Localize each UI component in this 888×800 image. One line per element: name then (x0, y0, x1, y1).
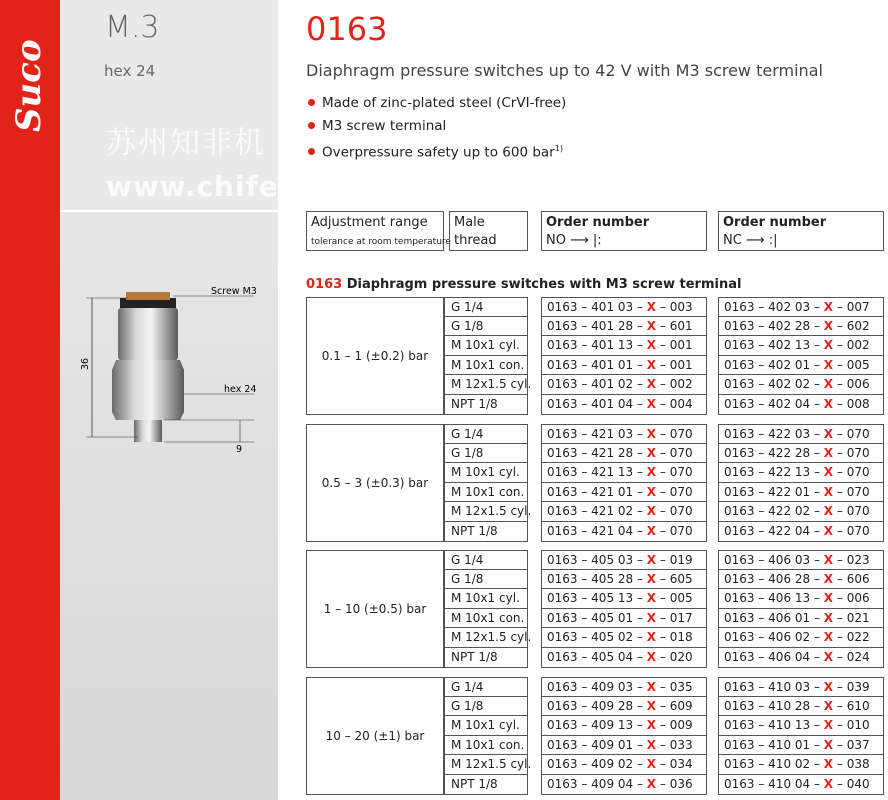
thread-cell: G 1/4 (444, 424, 528, 444)
header-order-no: Order number NO ⟶ |: (541, 211, 707, 251)
variant-placeholder: X (823, 718, 834, 733)
pressure-range-group (306, 677, 886, 795)
feature-item: Overpressure safety up to 600 bar$^{1)}$ (308, 139, 566, 162)
thread-column (444, 297, 532, 415)
thread-cell: M 12x1.5 cyl. (444, 375, 528, 395)
order-number-cell: 0163 – 409 01 – X – 033 (541, 736, 707, 756)
order-number-column-no (541, 677, 707, 795)
thread-cell: M 10x1 cyl. (444, 589, 528, 609)
thread-dimension-label: 9 (236, 444, 243, 455)
range-cell: 0.1 – 1 (±0.2) bar (306, 297, 444, 415)
order-number-cell: 0163 – 409 04 – X – 036 (541, 775, 707, 795)
variant-placeholder: X (646, 357, 657, 372)
order-number-column-nc (718, 550, 884, 668)
thread-cell: G 1/8 (444, 444, 528, 464)
thread-cell: G 1/4 (444, 297, 528, 317)
order-number-cell: 0163 – 422 04 – X – 070 (718, 522, 884, 542)
variant-placeholder: X (823, 523, 834, 538)
order-number-column-no (541, 550, 707, 668)
watermark-url: www.chifee.com (106, 170, 379, 203)
thread-cell: M 10x1 cyl. (444, 336, 528, 356)
thread-cell: M 10x1 con. (444, 356, 528, 376)
thread-column (444, 677, 532, 795)
order-number-column-nc (718, 424, 884, 542)
thread-column (444, 550, 532, 668)
feature-item: Made of zinc-plated steel (CrVI-free) (308, 93, 566, 116)
thread-cell: M 10x1 cyl. (444, 716, 528, 736)
switch-body (118, 308, 178, 360)
order-number-cell: 0163 – 410 04 – X – 040 (718, 775, 884, 795)
thread-cell: G 1/4 (444, 550, 528, 570)
order-number-cell: 0163 – 406 13 – X – 006 (718, 589, 884, 609)
order-number-cell: 0163 – 421 01 – X – 070 (541, 483, 707, 503)
variant-placeholder: X (646, 610, 657, 625)
variant-placeholder: X (646, 718, 657, 733)
variant-placeholder: X (646, 591, 657, 606)
hex-dimension-label: hex 24 (224, 384, 257, 395)
order-number-cell: 0163 – 402 13 – X – 002 (718, 336, 884, 356)
variant-placeholder: X (823, 649, 834, 664)
thread-cell: M 12x1.5 cyl. (444, 628, 528, 648)
variant-placeholder: X (646, 484, 657, 499)
variant-placeholder: X (823, 318, 834, 333)
order-number-cell: 0163 – 402 03 – X – 007 (718, 297, 884, 317)
height-dimension-label: 36 (80, 357, 91, 370)
order-number-cell: 0163 – 421 13 – X – 070 (541, 463, 707, 483)
range-cell: 1 – 10 (±0.5) bar (306, 550, 444, 668)
variant-placeholder: X (646, 680, 657, 694)
range-cell: 0.5 – 3 (±0.3) bar (306, 424, 444, 542)
order-number-cell: 0163 – 405 04 – X – 020 (541, 648, 707, 668)
variant-placeholder: X (823, 300, 834, 314)
variant-placeholder: X (646, 445, 657, 460)
variant-placeholder: X (823, 504, 834, 519)
thread-cell: G 1/8 (444, 570, 528, 590)
order-number-cell: 0163 – 401 02 – X – 002 (541, 375, 707, 395)
order-number-cell: 0163 – 422 03 – X – 070 (718, 424, 884, 444)
order-number-cell: 0163 – 405 01 – X – 017 (541, 609, 707, 629)
variant-placeholder: X (823, 338, 834, 353)
suco-logo (6, 28, 54, 138)
order-number-cell: 0163 – 401 13 – X – 001 (541, 336, 707, 356)
thread-cell: NPT 1/8 (444, 648, 528, 668)
order-number-cell: 0163 – 402 01 – X – 005 (718, 356, 884, 376)
order-number-cell: 0163 – 402 04 – X – 008 (718, 395, 884, 415)
order-number-cell: 0163 – 406 01 – X – 021 (718, 609, 884, 629)
order-number-cell: 0163 – 409 13 – X – 009 (541, 716, 707, 736)
variant-placeholder: X (823, 591, 834, 606)
header-order-nc: Order number NC ⟶ :| (718, 211, 884, 251)
order-number-cell: 0163 – 402 28 – X – 602 (718, 317, 884, 337)
order-number-cell: 0163 – 422 01 – X – 070 (718, 483, 884, 503)
pressure-range-group (306, 424, 886, 542)
thread-cell: M 10x1 con. (444, 736, 528, 756)
order-number-cell: 0163 – 405 28 – X – 605 (541, 570, 707, 590)
watermark-chinese: 苏州知非机 (106, 126, 266, 161)
thread-cell: M 10x1 con. (444, 483, 528, 503)
screw-terminal (126, 292, 170, 300)
variant-placeholder: X (823, 571, 834, 586)
range-cell: 10 – 20 (±1) bar (306, 677, 444, 795)
order-number-cell: 0163 – 409 28 – X – 609 (541, 697, 707, 717)
order-number-cell: 0163 – 402 02 – X – 006 (718, 375, 884, 395)
variant-placeholder: X (646, 504, 657, 519)
thread-cell: G 1/8 (444, 317, 528, 337)
variant-placeholder: X (646, 318, 657, 333)
order-number-cell: 0163 – 421 04 – X – 070 (541, 522, 707, 542)
variant-placeholder: X (646, 737, 657, 752)
thread (134, 420, 162, 442)
variant-placeholder: X (823, 680, 834, 694)
footnote-mark: 1) (554, 144, 563, 153)
thread-cell: M 12x1.5 cyl. (444, 502, 528, 522)
order-number-cell: 0163 – 410 02 – X – 038 (718, 755, 884, 775)
variant-placeholder: X (823, 357, 834, 372)
thread-cell: M 12x1.5 cyl. (444, 755, 528, 775)
pressure-range-group (306, 550, 886, 668)
product-code: 0163 (306, 10, 388, 48)
variant-placeholder: X (646, 757, 657, 772)
order-number-cell: 0163 – 422 13 – X – 070 (718, 463, 884, 483)
order-number-cell: 0163 – 401 04 – X – 004 (541, 395, 707, 415)
variant-placeholder: X (646, 630, 657, 645)
order-number-cell: 0163 – 410 28 – X – 610 (718, 697, 884, 717)
variant-placeholder: X (646, 698, 657, 713)
thread-cell: M 10x1 con. (444, 609, 528, 629)
variant-placeholder: X (823, 737, 834, 752)
variant-placeholder: X (823, 465, 834, 480)
feature-list (308, 93, 566, 162)
header-male-thread: Male thread (449, 211, 528, 251)
variant-placeholder: X (823, 776, 834, 791)
variant-placeholder: X (646, 649, 657, 664)
order-number-cell: 0163 – 401 28 – X – 601 (541, 317, 707, 337)
variant-placeholder: X (646, 300, 657, 314)
variant-placeholder: X (646, 396, 657, 411)
screw-label: Screw M3 (211, 286, 257, 297)
bullet-icon (308, 122, 315, 129)
thread-cell: NPT 1/8 (444, 395, 528, 415)
variant-placeholder: X (823, 610, 834, 625)
variant-placeholder: X (823, 484, 834, 499)
logo-text: Suco (9, 39, 49, 132)
variant-placeholder: X (823, 698, 834, 713)
variant-placeholder: X (646, 776, 657, 791)
variant-placeholder: X (646, 465, 657, 480)
variant-placeholder: X (646, 338, 657, 353)
order-number-cell: 0163 – 421 02 – X – 070 (541, 502, 707, 522)
order-number-cell: 0163 – 421 03 – X – 070 (541, 424, 707, 444)
variant-placeholder: X (646, 571, 657, 586)
order-number-cell: 0163 – 406 28 – X – 606 (718, 570, 884, 590)
feature-item: M3 screw terminal (308, 116, 566, 139)
variant-placeholder: X (823, 377, 834, 392)
variant-placeholder: X (823, 396, 834, 411)
variant-placeholder: X (823, 553, 834, 567)
pressure-range-group (306, 297, 886, 415)
product-drawing (78, 280, 268, 470)
thread-cell: NPT 1/8 (444, 522, 528, 542)
variant-placeholder: X (823, 427, 834, 441)
section-title: 0163 Diaphragm pressure switches with M3 screw terminal (306, 277, 742, 292)
order-number-cell: 0163 – 401 01 – X – 001 (541, 356, 707, 376)
order-number-cell: 0163 – 405 02 – X – 018 (541, 628, 707, 648)
order-number-cell: 0163 – 409 03 – X – 035 (541, 677, 707, 697)
order-number-cell: 0163 – 401 03 – X – 003 (541, 297, 707, 317)
thread-cell: M 10x1 cyl. (444, 463, 528, 483)
variant-placeholder: X (646, 553, 657, 567)
order-number-cell: 0163 – 406 04 – X – 024 (718, 648, 884, 668)
variant-placeholder: X (646, 377, 657, 392)
header-adjustment-range: Adjustment range tolerance at room temperature (306, 211, 444, 251)
variant-placeholder: X (823, 445, 834, 460)
order-number-column-no (541, 424, 707, 542)
bullet-icon (308, 148, 315, 155)
thread-column (444, 424, 532, 542)
product-title: Diaphragm pressure switches up to 42 V with M3 screw terminal (306, 61, 823, 80)
variant-placeholder: X (646, 427, 657, 441)
order-number-cell: 0163 – 422 02 – X – 070 (718, 502, 884, 522)
series-title: M.3 (105, 10, 160, 45)
order-number-cell: 0163 – 410 03 – X – 039 (718, 677, 884, 697)
order-number-column-nc (718, 677, 884, 795)
thread-cell: G 1/4 (444, 677, 528, 697)
order-number-cell: 0163 – 406 03 – X – 023 (718, 550, 884, 570)
hex-nut (112, 360, 184, 420)
order-number-cell: 0163 – 410 13 – X – 010 (718, 716, 884, 736)
order-number-cell: 0163 – 421 28 – X – 070 (541, 444, 707, 464)
order-number-cell: 0163 – 410 01 – X – 037 (718, 736, 884, 756)
thread-cell: G 1/8 (444, 697, 528, 717)
bullet-icon (308, 99, 315, 106)
order-number-cell: 0163 – 406 02 – X – 022 (718, 628, 884, 648)
order-number-cell: 0163 – 422 28 – X – 070 (718, 444, 884, 464)
series-hex: hex 24 (104, 62, 156, 80)
order-number-column-no (541, 297, 707, 415)
variant-placeholder: X (823, 757, 834, 772)
variant-placeholder: X (646, 523, 657, 538)
variant-placeholder: X (823, 630, 834, 645)
order-number-cell: 0163 – 405 03 – X – 019 (541, 550, 707, 570)
order-number-cell: 0163 – 409 02 – X – 034 (541, 755, 707, 775)
thread-cell: NPT 1/8 (444, 775, 528, 795)
order-number-column-nc (718, 297, 884, 415)
order-number-cell: 0163 – 405 13 – X – 005 (541, 589, 707, 609)
